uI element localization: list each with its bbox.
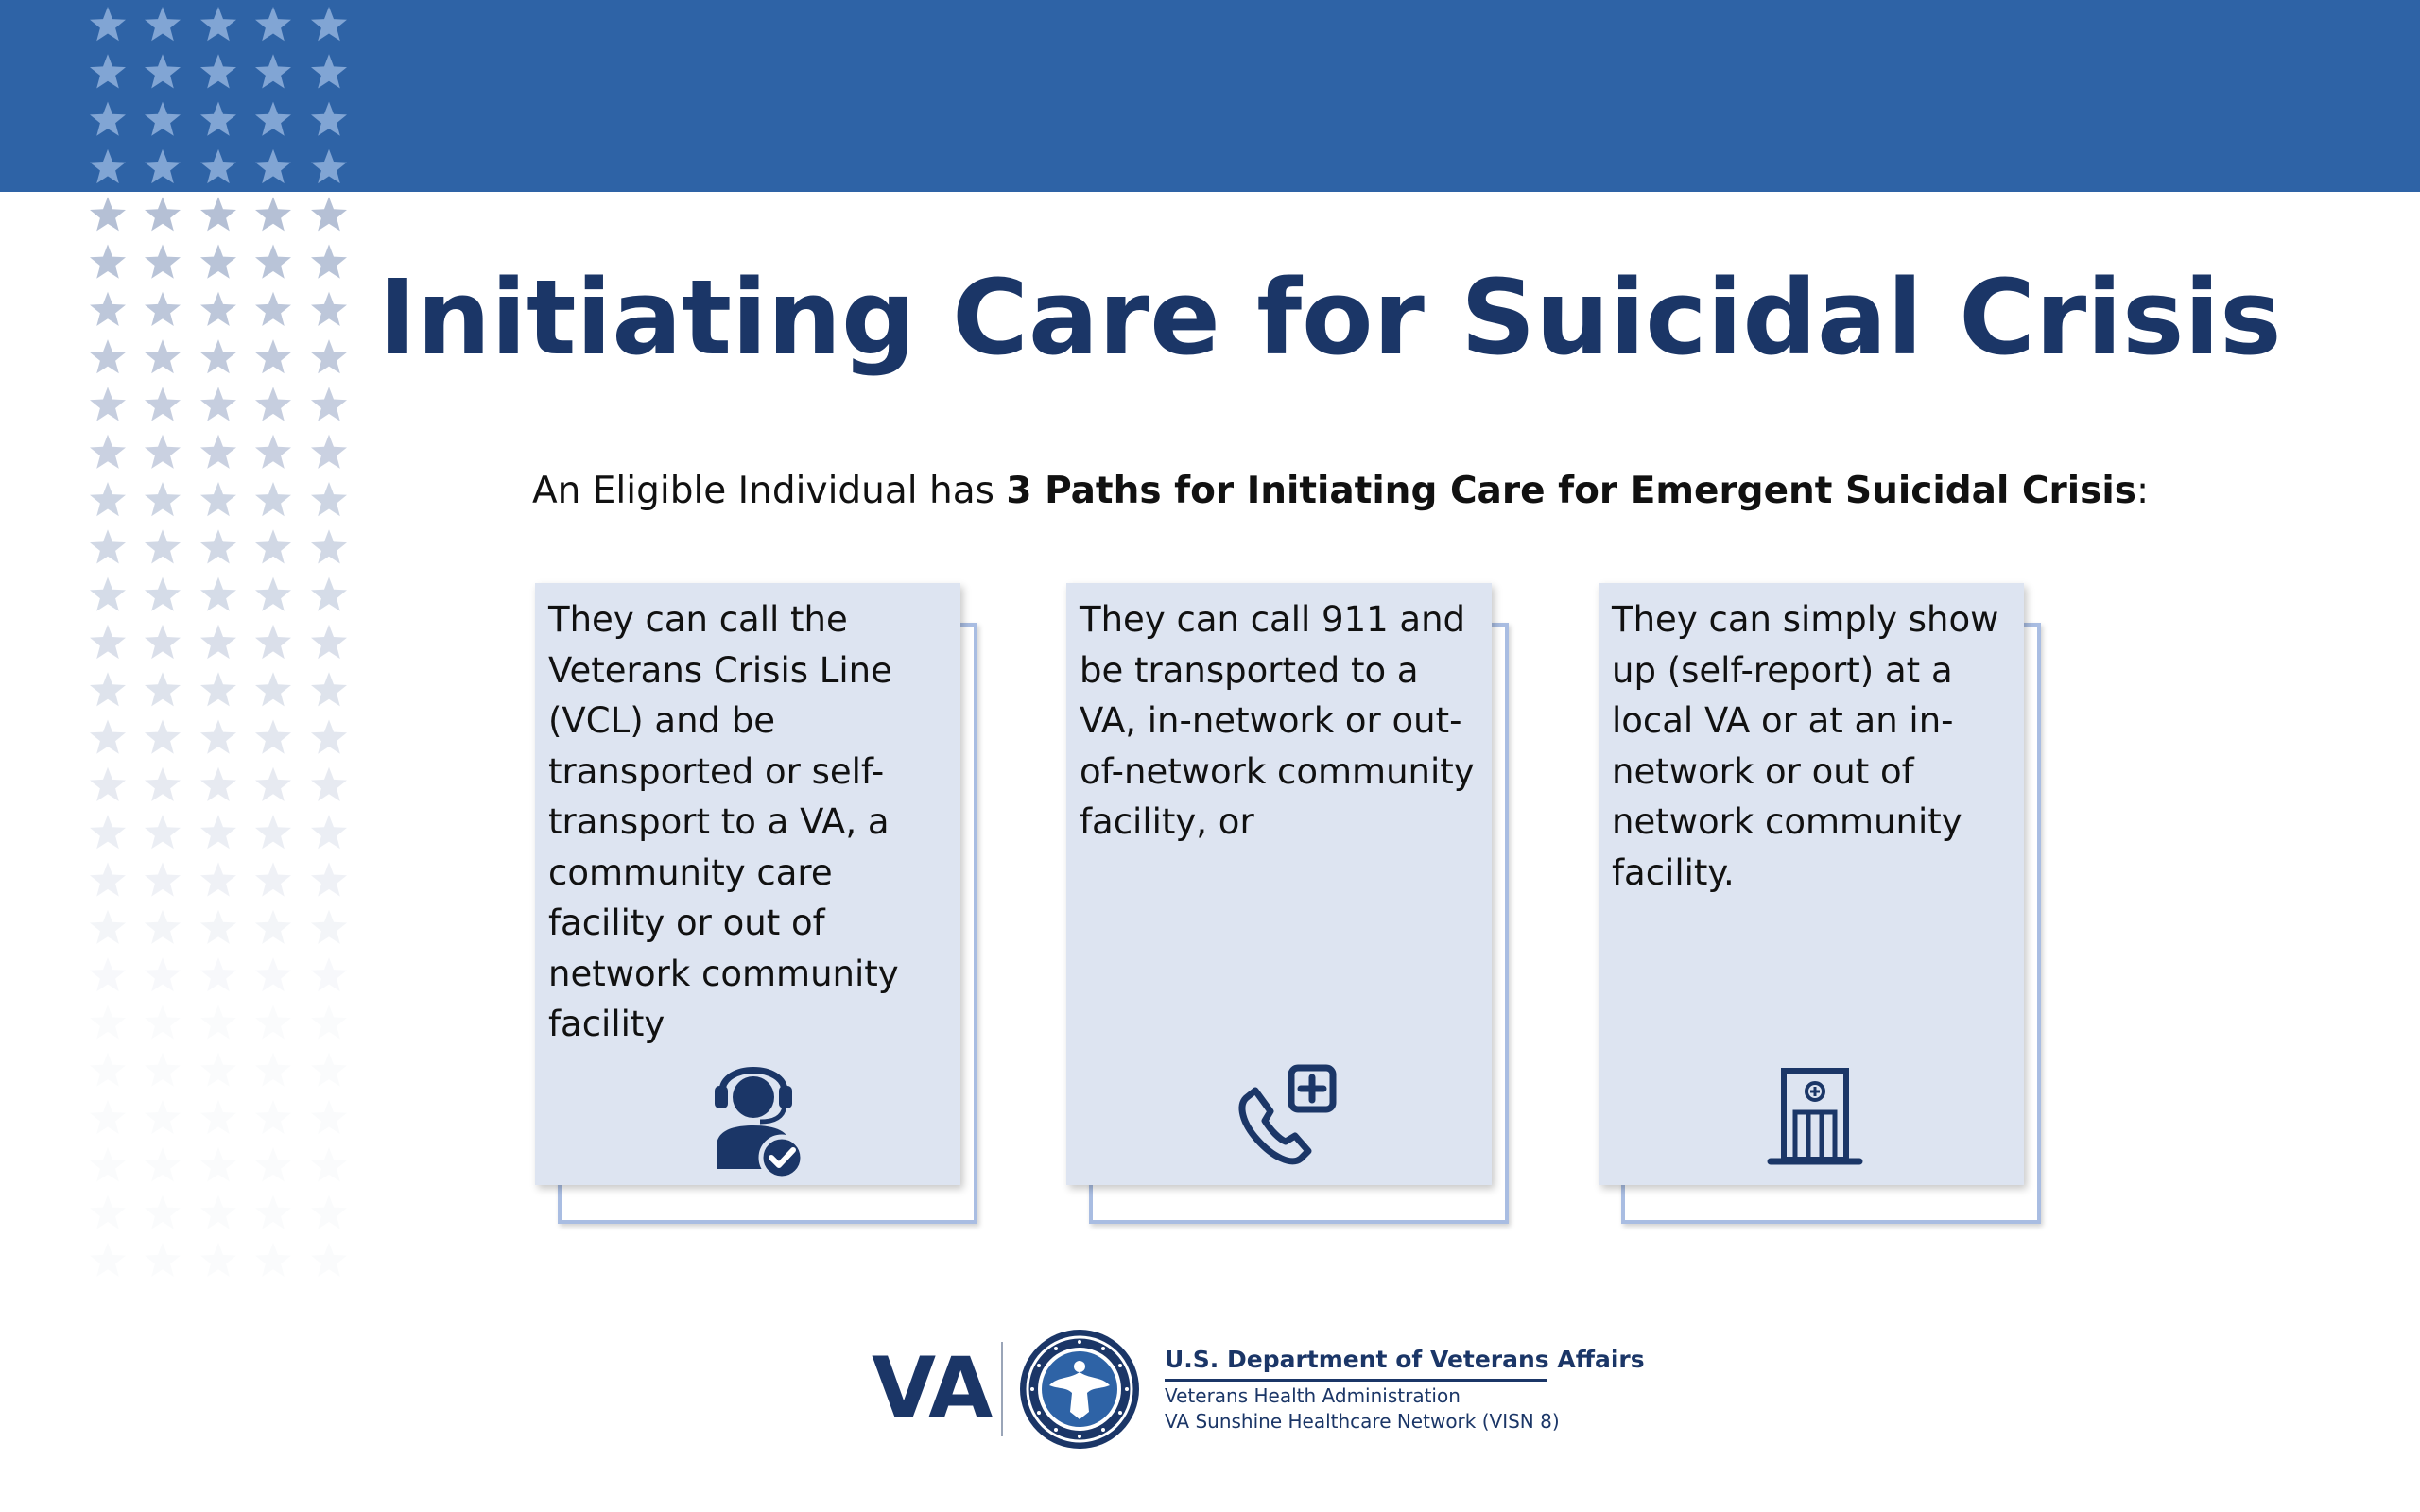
- star-icon: [90, 815, 126, 849]
- star-icon: [311, 910, 347, 944]
- va-seal-icon: [1017, 1327, 1142, 1452]
- star-icon: [255, 672, 291, 706]
- star-icon: [90, 387, 126, 421]
- crisis-line-operator-icon: [703, 1056, 807, 1178]
- star-icon: [311, 957, 347, 991]
- star-icon: [90, 720, 126, 754]
- star-icon: [255, 435, 291, 469]
- path-card-self-report: [1599, 583, 2043, 1229]
- star-icon: [90, 767, 126, 801]
- star-icon: [145, 910, 181, 944]
- star-icon: [311, 197, 347, 231]
- star-icon: [255, 197, 291, 231]
- star-icon: [200, 149, 236, 183]
- star-icon: [145, 292, 181, 326]
- card-text: They can call 911 and be transported to a VA, in-network or out-of-network community facility, or: [1080, 599, 1475, 842]
- star-icon: [200, 577, 236, 611]
- star-icon: [145, 1243, 181, 1277]
- star-icon: [145, 149, 181, 183]
- star-icon: [311, 245, 347, 279]
- star-icon: [255, 54, 291, 88]
- star-pattern-decoration: [72, 0, 384, 1295]
- star-icon: [311, 1053, 347, 1087]
- star-icon: [145, 435, 181, 469]
- star-icon: [90, 292, 126, 326]
- star-icon: [255, 720, 291, 754]
- star-icon: [90, 1100, 126, 1134]
- star-icon: [255, 910, 291, 944]
- star-icon: [90, 1147, 126, 1181]
- star-icon: [90, 1005, 126, 1039]
- star-icon: [311, 577, 347, 611]
- star-icon: [311, 529, 347, 563]
- star-icon: [311, 1195, 347, 1229]
- star-icon: [145, 625, 181, 659]
- star-icon: [311, 482, 347, 516]
- star-icon: [255, 149, 291, 183]
- star-icon: [200, 672, 236, 706]
- star-icon: [200, 862, 236, 896]
- department-underline: [1165, 1379, 1547, 1382]
- star-icon: [90, 862, 126, 896]
- star-icon: [145, 197, 181, 231]
- star-icon: [311, 767, 347, 801]
- star-icon: [255, 339, 291, 373]
- star-icon: [200, 1053, 236, 1087]
- star-icon: [200, 245, 236, 279]
- star-icon: [145, 1100, 181, 1134]
- star-icon: [200, 625, 236, 659]
- footer-divider: [1001, 1342, 1003, 1436]
- star-icon: [200, 1100, 236, 1134]
- star-icon: [145, 482, 181, 516]
- star-icon: [255, 862, 291, 896]
- star-icon: [145, 815, 181, 849]
- star-icon: [255, 292, 291, 326]
- star-icon: [145, 54, 181, 88]
- star-icon: [255, 1243, 291, 1277]
- star-icon: [90, 245, 126, 279]
- star-icon: [311, 7, 347, 41]
- star-icon: [145, 1005, 181, 1039]
- star-icon: [200, 292, 236, 326]
- va-logo-text: VA: [872, 1339, 992, 1436]
- star-icon: [255, 1005, 291, 1039]
- star-icon: [90, 625, 126, 659]
- star-icon: [311, 720, 347, 754]
- star-icon: [200, 910, 236, 944]
- star-icon: [200, 387, 236, 421]
- star-icon: [255, 1147, 291, 1181]
- star-icon: [200, 767, 236, 801]
- hospital-building-icon: [1763, 1063, 1867, 1172]
- path-card-vcl: [535, 583, 979, 1229]
- star-icon: [90, 197, 126, 231]
- star-icon: [311, 102, 347, 136]
- star-icon: [90, 54, 126, 88]
- star-icon: [145, 245, 181, 279]
- star-icon: [90, 1195, 126, 1229]
- star-icon: [145, 387, 181, 421]
- star-icon: [255, 767, 291, 801]
- star-icon: [200, 815, 236, 849]
- star-icon: [145, 1195, 181, 1229]
- intro-prefix: An Eligible Individual has: [532, 470, 1007, 512]
- star-icon: [90, 529, 126, 563]
- star-icon: [145, 1147, 181, 1181]
- star-icon: [90, 102, 126, 136]
- card-text: They can simply show up (self-report) at a local VA or at an in-network or out of network community facility.: [1612, 599, 1999, 893]
- star-icon: [90, 910, 126, 944]
- star-icon: [145, 957, 181, 991]
- star-icon: [255, 1195, 291, 1229]
- medical-phone-icon: [1229, 1060, 1342, 1174]
- star-icon: [145, 7, 181, 41]
- star-icon: [311, 54, 347, 88]
- star-icon: [200, 529, 236, 563]
- star-icon: [311, 387, 347, 421]
- star-icon: [200, 102, 236, 136]
- star-icon: [255, 245, 291, 279]
- star-icon: [90, 149, 126, 183]
- intro-suffix: :: [2135, 470, 2150, 512]
- network-name: VA Sunshine Healthcare Network (VISN 8): [1165, 1410, 1560, 1433]
- star-icon: [90, 1053, 126, 1087]
- star-icon: [145, 339, 181, 373]
- star-icon: [311, 1147, 347, 1181]
- star-icon: [200, 720, 236, 754]
- star-icon: [311, 292, 347, 326]
- slide-title: Initiating Care for Suicidal Crisis: [378, 257, 2282, 378]
- intro-bold: 3 Paths for Initiating Care for Emergent Suicidal Crisis: [1006, 470, 2136, 512]
- administration-name: Veterans Health Administration: [1165, 1384, 1461, 1407]
- star-icon: [90, 1243, 126, 1277]
- star-icon: [311, 625, 347, 659]
- star-icon: [200, 435, 236, 469]
- star-icon: [90, 672, 126, 706]
- star-icon: [255, 387, 291, 421]
- star-icon: [255, 577, 291, 611]
- star-icon: [200, 7, 236, 41]
- star-icon: [200, 957, 236, 991]
- star-icon: [200, 339, 236, 373]
- star-icon: [145, 862, 181, 896]
- star-icon: [311, 1005, 347, 1039]
- card-text: They can call the Veterans Crisis Line (VCL) and be transported or self-transport to a VA, a community care facility or out of network community facility: [548, 599, 899, 1044]
- star-icon: [311, 862, 347, 896]
- star-icon: [255, 1100, 291, 1134]
- star-icon: [200, 1005, 236, 1039]
- star-icon: [255, 7, 291, 41]
- star-icon: [145, 529, 181, 563]
- star-icon: [311, 339, 347, 373]
- star-icon: [311, 815, 347, 849]
- star-icon: [200, 54, 236, 88]
- star-icon: [145, 720, 181, 754]
- star-icon: [255, 1053, 291, 1087]
- star-icon: [90, 339, 126, 373]
- star-icon: [255, 102, 291, 136]
- star-icon: [255, 529, 291, 563]
- department-name: U.S. Department of Veterans Affairs: [1165, 1346, 1645, 1373]
- star-icon: [145, 672, 181, 706]
- star-icon: [145, 102, 181, 136]
- star-icon: [90, 435, 126, 469]
- star-icon: [200, 482, 236, 516]
- star-icon: [311, 1100, 347, 1134]
- star-icon: [200, 1195, 236, 1229]
- star-icon: [311, 1243, 347, 1277]
- star-icon: [255, 815, 291, 849]
- star-icon: [200, 1243, 236, 1277]
- star-icon: [311, 435, 347, 469]
- star-icon: [145, 1053, 181, 1087]
- star-icon: [145, 577, 181, 611]
- star-icon: [90, 577, 126, 611]
- star-icon: [311, 672, 347, 706]
- star-icon: [255, 957, 291, 991]
- star-icon: [90, 7, 126, 41]
- intro-text: [532, 470, 2149, 512]
- star-icon: [255, 625, 291, 659]
- path-card-911: [1066, 583, 1511, 1229]
- star-icon: [200, 1147, 236, 1181]
- star-icon: [90, 957, 126, 991]
- star-icon: [90, 482, 126, 516]
- star-icon: [145, 767, 181, 801]
- star-icon: [311, 149, 347, 183]
- star-icon: [255, 482, 291, 516]
- star-icon: [200, 197, 236, 231]
